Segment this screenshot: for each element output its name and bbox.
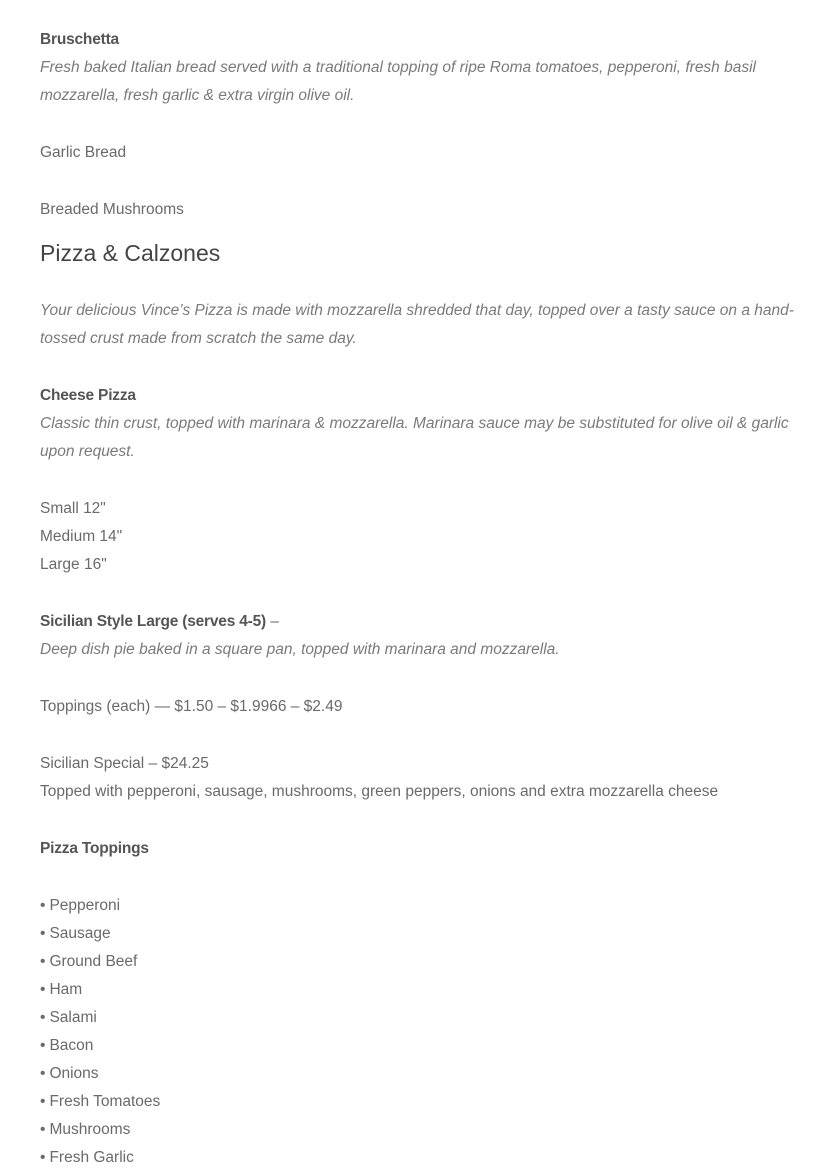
size-medium: Medium 14" (40, 528, 123, 545)
bullet-icon: • (40, 1121, 46, 1138)
item-garlic-bread-name: Garlic Bread (40, 144, 127, 161)
list-item (40, 892, 815, 920)
bullet-icon: • (40, 925, 46, 942)
item-breaded-mushrooms-name: Breaded Mushrooms (40, 201, 184, 218)
item-bruschetta-description: Fresh baked Italian bread served with a traditional topping of ripe Roma tomatoes, pepperoni, fresh basil mozzarella, fresh garlic & extra virgin olive oil. (40, 59, 756, 104)
bullet-icon: • (40, 1065, 46, 1082)
list-item (40, 1144, 815, 1172)
item-sicilian-description: Deep dish pie baked in a square pan, topped with marinara and mozzarella. (40, 641, 560, 658)
size-large: Large 16" (40, 556, 107, 573)
topping-label: Salami (49, 1009, 97, 1026)
bullet-icon: • (40, 1093, 46, 1110)
toppings-price: Toppings (each) — $1.50 – $1.9966 – $2.49 (40, 698, 343, 715)
item-cheese-pizza-name: Cheese Pizza (40, 387, 136, 404)
item-sicilian-heading (40, 608, 815, 636)
list-item (40, 920, 815, 948)
list-item (40, 1088, 815, 1116)
topping-label: Sausage (49, 925, 111, 942)
topping-label: Onions (49, 1065, 99, 1082)
list-item (40, 1116, 815, 1144)
list-item (40, 1032, 815, 1060)
menu-page (40, 26, 815, 1172)
item-sicilian-name: Sicilian Style Large (serves 4-5) (40, 613, 267, 630)
bullet-icon: • (40, 897, 46, 914)
bullet-icon: • (40, 1037, 46, 1054)
sicilian-special-title: Sicilian Special – $24.25 (40, 755, 209, 772)
toppings-list (40, 892, 815, 1172)
pizza-toppings-title: Pizza Toppings (40, 840, 149, 857)
item-sicilian-dash: – (266, 613, 279, 630)
item-cheese-pizza-description: Classic thin crust, topped with marinara & mozzarella. Marinara sauce may be substituted for olive oil & garlic upon request. (40, 415, 789, 460)
bullet-icon: • (40, 1009, 46, 1026)
topping-label: Bacon (49, 1037, 94, 1054)
topping-label: Ground Beef (49, 953, 138, 970)
topping-label: Pepperoni (49, 897, 121, 914)
pizza-intro: Your delicious Vince’s Pizza is made with mozzarella shredded that day, topped over a tasty sauce on a hand-tossed crust made from scratch the same day. (40, 302, 794, 347)
item-bruschetta-name: Bruschetta (40, 31, 119, 48)
topping-label: Fresh Tomatoes (49, 1093, 161, 1110)
list-item (40, 948, 815, 976)
list-item (40, 976, 815, 1004)
topping-label: Fresh Garlic (49, 1149, 134, 1166)
bullet-icon: • (40, 981, 46, 998)
list-item (40, 1060, 815, 1088)
topping-label: Ham (49, 981, 83, 998)
topping-label: Mushrooms (49, 1121, 131, 1138)
bullet-icon: • (40, 953, 46, 970)
sicilian-special-description: Topped with pepperoni, sausage, mushrooms, green peppers, onions and extra mozzarella cheese (40, 783, 719, 800)
size-small: Small 12" (40, 500, 106, 517)
bullet-icon: • (40, 1149, 46, 1166)
list-item (40, 1004, 815, 1032)
section-title-pizza-calzones: Pizza & Calzones (40, 240, 221, 266)
